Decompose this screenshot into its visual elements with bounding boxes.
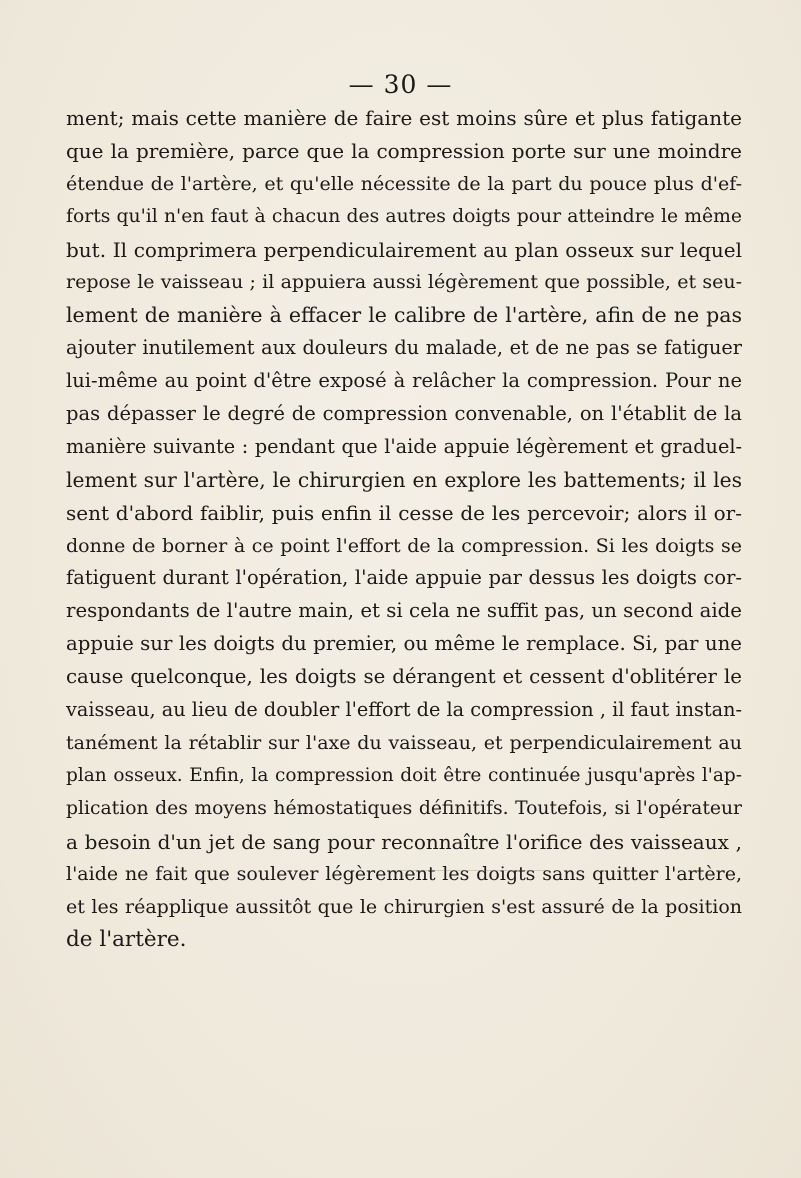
text-line: appuie sur les doigts du premier, ou même le remplace. Si, par une [66, 632, 742, 656]
text-line: manière suivante : pendant que l'aide appuie légèrement et graduel- [66, 434, 742, 458]
text-line: cause quelconque, les doigts se dérangent et cessent d'oblitérer le [66, 665, 742, 689]
text-line: donne de borner à ce point l'effort de la compression. Si les doigts se [66, 534, 742, 557]
text-line: pas dépasser le degré de compression convenable, on l'établit de la [66, 402, 742, 426]
text-line: a besoin d'un jet de sang pour reconnaître l'orifice des vaisseaux , [66, 829, 742, 854]
text-line: tanément la rétablir sur l'axe du vaisseau, et perpendiculairement au [66, 731, 742, 754]
text-line: lui-même au point d'être exposé à relâcher la compression. Pour ne [66, 369, 742, 393]
text-line: que la première, parce que la compression porte sur une moindre [66, 138, 742, 163]
text-line: fatiguent durant l'opération, l'aide appuie par dessus les doigts cor- [66, 566, 742, 590]
text-line: sent d'abord faiblir, puis enfin il cesse de les percevoir; alors il or- [66, 500, 742, 525]
text-line: et les réapplique aussitôt que le chirurgien s'est assuré de la position [66, 896, 742, 919]
text-line: plication des moyens hémostatiques définitifs. Toutefois, si l'opérateur [66, 797, 742, 819]
text-line: plan osseux. Enfin, la compression doit être continuée jusqu'après l'ap- [66, 764, 742, 786]
text-line: ajouter inutilement aux douleurs du malade, et de ne pas se fatiguer [66, 336, 742, 360]
text-line: étendue de l'artère, et qu'elle nécessite de la part du pouce plus d'ef- [66, 172, 742, 195]
show-through-mark [395, 870, 545, 901]
text-line: forts qu'il n'en faut à chacun des autres doigts pour atteindre le même [66, 205, 742, 227]
text-line: repose le vaisseau ; il appuiera aussi légèrement que possible, et seu- [66, 271, 742, 294]
text-line: lement de manière à effacer le calibre de l'artère, afin de ne pas [66, 303, 742, 328]
text-line: vaisseau, au lieu de doubler l'effort de la compression , il faut instan- [66, 698, 742, 722]
text-line: lement sur l'artère, le chirurgien en explore les battements; il les [66, 467, 742, 492]
body-paragraph [66, 102, 742, 957]
text-line: ment; mais cette manière de faire est moins sûre et plus fatigante [66, 106, 742, 130]
page-number: — 30 — [348, 70, 453, 99]
text-line: de l'artère. [66, 927, 187, 953]
text-line: but. Il comprimera perpendiculairement au plan osseux sur lequel [66, 237, 742, 262]
text-line: respondants de l'autre main, et si cela ne suffit pas, un second aide [66, 599, 742, 623]
text-line: l'aide ne fait que soulever légèrement les doigts sans quitter l'artère, [66, 863, 742, 886]
